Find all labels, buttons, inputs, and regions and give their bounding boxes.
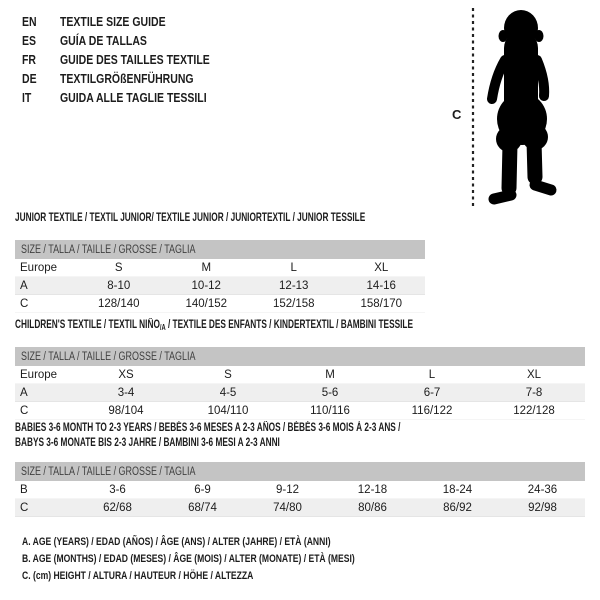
language-code: FR [22, 52, 37, 67]
table-row [15, 481, 585, 499]
table-cell: 8-10 [107, 279, 131, 292]
babies-size-table [15, 481, 585, 517]
babies-textile-section [15, 421, 585, 517]
footnote-c: C. (cm) HEIGHT / ALTURA / HAUTEUR / HÖHE / ALTEZZA [22, 570, 254, 582]
language-title: GUIDA ALLE TAGLIE TESSILI [60, 90, 207, 105]
language-code: ES [22, 33, 37, 48]
table-row [15, 295, 425, 313]
language-code: EN [22, 14, 37, 29]
table-cell: 128/140 [97, 297, 140, 310]
baby-silhouette-icon [482, 6, 572, 206]
table-cell: 5-6 [321, 386, 339, 399]
size-header-bar: SIZE / TALLA / TAILLE / GRÖSSE / TAGLIA [15, 462, 585, 481]
section-title: CHILDREN'S TEXTILE / TEXTIL $NIÑO_{/A}$ / TEXTILE DES ENFANTS / KINDERTEXTIL / BAMBINI TESSILE [15, 319, 414, 332]
table-cell: S [114, 261, 123, 274]
table-row [15, 384, 585, 402]
row-label: Europe [20, 261, 58, 274]
table-cell: XL [374, 261, 389, 274]
table-row [15, 366, 585, 384]
table-cell: M [325, 368, 335, 381]
height-measure-label: C [452, 107, 462, 122]
table-cell: 98/104 [108, 404, 144, 417]
table-cell: 158/170 [360, 297, 403, 310]
language-list [22, 12, 238, 107]
language-title: TEXTILGRÖßENFÜHRUNG [60, 71, 194, 86]
table-cell: XS [118, 368, 134, 381]
language-code: IT [22, 90, 32, 105]
table-cell: 140/152 [185, 297, 228, 310]
language-title: GUÍA DE TALLAS [60, 33, 147, 48]
row-label: Europe [20, 368, 58, 381]
footnotes [22, 534, 449, 585]
table-cell: 4-5 [219, 386, 237, 399]
table-cell: 104/110 [207, 404, 249, 417]
table-cell: 14-16 [366, 279, 396, 292]
table-cell: L [428, 368, 436, 381]
section-title-line2: BABYS 3-6 MONATE BIS 2-3 JAHRE / BAMBINI 3-6 MESI A 2-3 ANNI [15, 437, 280, 449]
language-title: GUIDE DES TAILLES TEXTILE [60, 52, 210, 67]
table-cell: 86/92 [443, 501, 472, 514]
table-cell: 62/68 [103, 501, 132, 514]
size-header-bar: SIZE / TALLA / TAILLE / GRÖSSE / TAGLIA [15, 240, 425, 259]
size-header-bar: SIZE / TALLA / TAILLE / GRÖSSE / TAGLIA [15, 347, 585, 366]
table-cell: M [201, 261, 212, 274]
row-label: C [20, 297, 29, 310]
table-cell: 116/122 [411, 404, 453, 417]
table-cell: 6-7 [423, 386, 441, 399]
table-cell: 9-12 [275, 483, 300, 496]
table-cell: 3-6 [109, 483, 126, 496]
language-row-es [22, 31, 238, 50]
row-label: C [20, 404, 29, 417]
table-cell: 110/116 [310, 404, 350, 417]
section-title-line1: BABIES 3-6 MONTH TO 2-3 YEARS / BEBÉS 3-6 MESES A 2-3 AÑOS / BÉBÉS 3-6 MOIS À 2-3 ANS / [15, 422, 401, 434]
language-row-it [22, 88, 238, 107]
junior-size-table [15, 259, 425, 313]
table-row [15, 277, 425, 295]
table-cell: 3-4 [117, 386, 135, 399]
language-code: DE [22, 71, 37, 86]
table-cell: 152/158 [272, 297, 315, 310]
table-cell: L [290, 261, 297, 274]
language-row-en [22, 12, 238, 31]
row-label: B [20, 483, 28, 496]
table-row [15, 499, 585, 517]
table-cell: 18-24 [442, 483, 473, 496]
table-cell: XL [526, 368, 542, 381]
table-cell: S [224, 368, 232, 381]
table-cell: 74/80 [273, 501, 302, 514]
language-row-fr [22, 50, 238, 69]
children-textile-section [15, 318, 585, 420]
footnote-a: A. AGE (YEARS) / EDAD (AÑOS) / ÂGE (ANS) / ALTER (JAHRE) / ETÀ (ANNI) [22, 536, 331, 548]
table-cell: 12-18 [357, 483, 388, 496]
children-size-table [15, 366, 585, 420]
row-label: A [20, 279, 28, 292]
section-title: JUNIOR TEXTILE / TEXTIL JUNIOR/ TEXTILE JUNIOR / JUNIORTEXTIL / JUNIOR TESSILE [15, 212, 366, 224]
table-cell: 7-8 [525, 386, 543, 399]
row-label: A [20, 386, 28, 399]
table-cell: 6-9 [194, 483, 211, 496]
row-label: C [20, 501, 29, 514]
footnote-b: B. AGE (MONTHS) / EDAD (MESES) / ÂGE (MOIS) / ALTER (MONATE) / ETÀ (MESI) [22, 553, 355, 565]
table-cell: 10-12 [191, 279, 221, 292]
table-cell: 92/98 [528, 501, 557, 514]
title-subscript: /A [159, 323, 166, 332]
table-cell: 24-36 [527, 483, 558, 496]
table-cell: 12-13 [279, 279, 309, 292]
language-row-de [22, 69, 238, 88]
height-measure-line-icon [471, 8, 475, 208]
junior-textile-section [15, 211, 425, 313]
table-row [15, 402, 585, 420]
table-cell: 80/86 [358, 501, 387, 514]
table-cell: 68/74 [188, 501, 217, 514]
language-title: TEXTILE SIZE GUIDE [60, 14, 166, 29]
table-row [15, 259, 425, 277]
table-cell: 122/128 [513, 404, 555, 417]
